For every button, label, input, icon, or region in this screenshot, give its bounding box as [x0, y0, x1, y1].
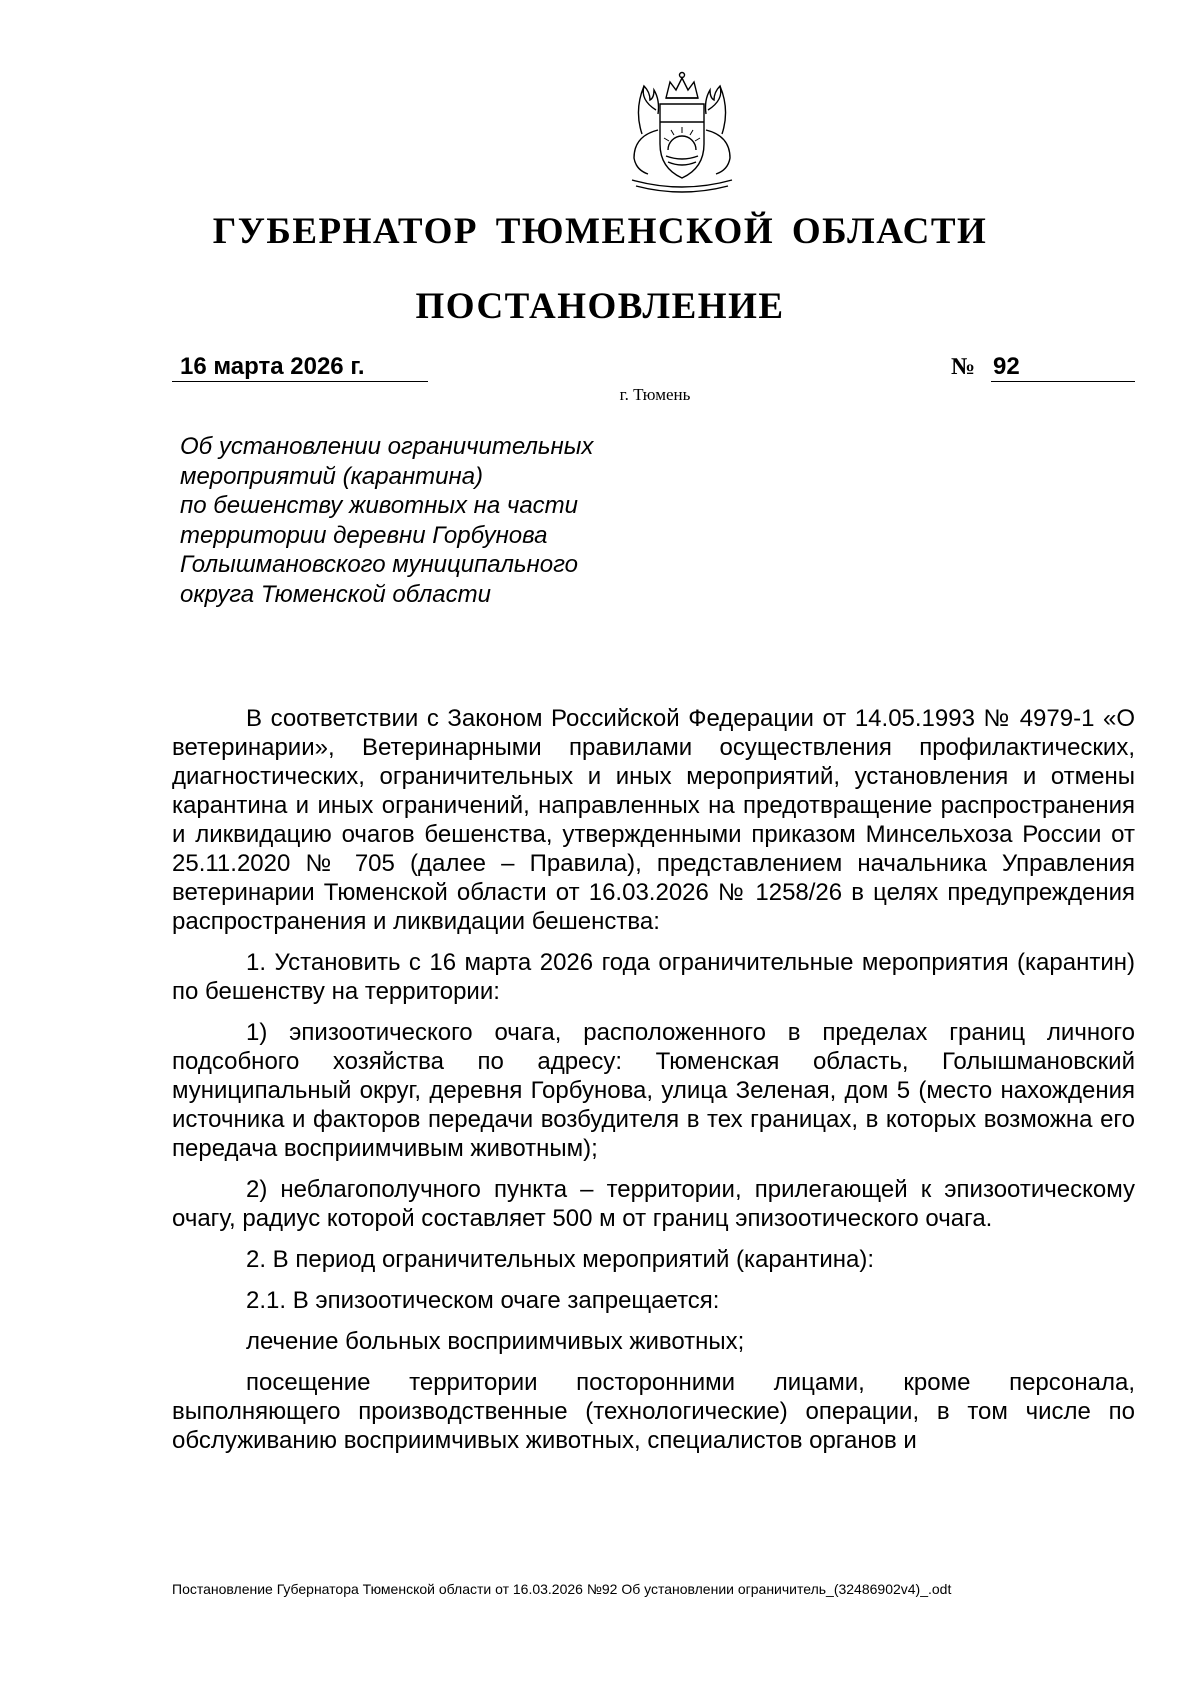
paragraph-prohibition-1: лечение больных восприимчивых животных; [246, 1328, 745, 1355]
city: г. Тюмень [619, 385, 691, 404]
document-footer: Постановление Губернатора Тюменской области от 16.03.2026 №92 Об установлении ограничитель_(32486902v4)_.odt [172, 1581, 952, 1597]
paragraph-item-1-2: 2) неблагополучного пункта – территории, прилегающей к эпизоотическому очагу, радиус которой составляет 500 м от границ эпизоотического очага. [172, 1176, 1135, 1232]
subject-line: округа Тюменской области [180, 580, 491, 608]
document-date: 16 марта 2026 г. [172, 353, 428, 382]
document-subject [180, 432, 660, 609]
subject-line: по бешенству животных на части [180, 492, 579, 519]
paragraph-preamble: В соответствии с Законом Российской Федерации от 14.05.1993 № 4979-1 «О ветеринарии», Ветеринарными правилами осуществления профилактических, диагностических, ограничительных и иных мероприятий, установления и отмены карантина и иных ограничений, направленных на предотвращение распространения и ликвидацию очагов бешенства, утвержденными приказом Минсельхоза России от 25.11.2020 № 705 (далее – Правила), представлением начальника Управления ветеринарии Тюменской области от 16.03.2026 № 1258/26 в целях предупреждения распространения и ликвидации бешенства: [172, 705, 1135, 935]
coat-of-arms-emblem [604, 70, 760, 196]
paragraph-item-2: 2. В период ограничительных мероприятий (карантина): [246, 1246, 875, 1273]
subject-line: Об установлении ограничительных [180, 433, 594, 460]
paragraph-item-1-1: 1) эпизоотического очага, расположенного в пределах границ личного подсобного хозяйства по адресу: Тюменская область, Голышмановский муниципальный округ, деревня Горбунова, улица Зеленая, дом 5 (место нахождения источника и факторов передачи возбудителя в тех границах, в которых возможна его передача восприимчивым животным); [172, 1019, 1135, 1162]
document-body [172, 704, 1135, 1461]
paragraph-item-1: 1. Установить с 16 марта 2026 года ограничительные мероприятия (карантин) по бешенству на территории: [172, 949, 1135, 1005]
document-type: ПОСТАНОВЛЕНИЕ [415, 286, 785, 327]
paragraph-prohibition-2: посещение территории посторонними лицами, кроме персонала, выполняющего производственные (технологические) операции, в том числе по обслуживанию восприимчивых животных, специалистов органов и [172, 1369, 1135, 1454]
number-sign: № [951, 354, 976, 380]
document-number: 92 [991, 353, 1135, 382]
authority-title: ГУБЕРНАТОР ТЮМЕНСКОЙ ОБЛАСТИ [212, 211, 988, 252]
subject-line: мероприятий (карантина) [180, 462, 484, 490]
subject-line: Голышмановского муниципального [180, 551, 578, 578]
paragraph-item-2-1: 2.1. В эпизоотическом очаге запрещается: [246, 1287, 720, 1314]
subject-line: территории деревни Горбунова [180, 521, 548, 549]
